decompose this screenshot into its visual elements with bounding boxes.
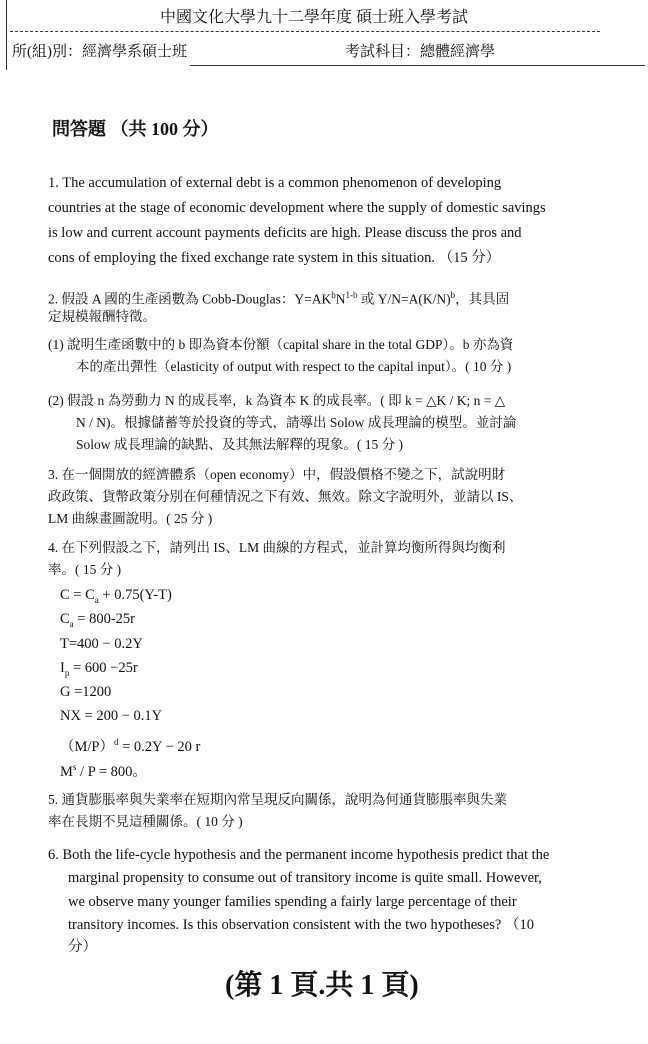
text-line: we observe many younger families spending a fairly large percentage of their — [68, 894, 517, 910]
text-line: 1. The accumulation of external debt is a common phenomenon of developing — [48, 175, 502, 191]
margin-line — [6, 0, 7, 70]
text-line: 率在長期不見這種關係。( 10 分 ) — [48, 814, 243, 829]
text-line: transitory incomes. Is this observation consistent with the two hypotheses? （10 — [68, 917, 534, 933]
subject: 考試科目：總體經濟學 — [345, 44, 496, 60]
text-line: 2. 假設 A 國的生產函數為 Cobb-Douglas：$Y=AK^bN^{1-b}$ 或 $Y/N=A(K/N)^b$，其具固 — [48, 290, 510, 307]
text-line: marginal propensity to consume out of transitory income is quite small. However, — [68, 870, 542, 886]
text-line: N / N)。根據儲蓄等於投資的等式，請導出 Solow 成長理論的模型。並討論 — [76, 415, 517, 430]
text-line: 3. 在一個開放的經濟體系（open economy）中，假設價格不變之下，試說明財 — [48, 467, 506, 482]
equation: $C = C_a + 0.75(Y-T)$ — [60, 587, 172, 605]
text-line: (2) 假設 n 為勞動力 N 的成長率，k 為資本 K 的成長率。( 即 k = △K / K; n = △ — [48, 393, 506, 408]
page-footer: (第 1 頁.共 1 頁) — [225, 970, 419, 1001]
equation: $(M/P)^d = 0.2Y - 20$ r — [60, 737, 201, 755]
exam-title: 中國文化大學九十二學年度 碩士班入學考試 — [160, 9, 469, 26]
text-line: 6. Both the life-cycle hypothesis and the permanent income hypothesis predict that the — [48, 847, 550, 863]
text-line: is low and current account payments deficits are high. Please discuss the pros and — [48, 225, 522, 241]
text-line: countries at the stage of economic development where the supply of domestic savings — [48, 200, 546, 216]
section-title: 問答題 （共 100 分） — [52, 119, 219, 139]
text-line: 分） — [68, 939, 97, 955]
equation: $C_a = 800-25r$ — [60, 611, 136, 629]
department: 所(組)別：經濟學系碩士班 — [12, 44, 187, 60]
text-line: 定規模報酬特徵。 — [48, 309, 156, 324]
text-line: 政政策、貨幣政策分別在何種情況之下有效、無效。除文字說明外，並請以 IS、 — [48, 489, 523, 504]
text-line: 5. 通貨膨脹率與失業率在短期內常呈現反向關係，說明為何通貨膨脹率與失業 — [48, 792, 507, 807]
equation: $M^s / P = 800$。 — [60, 762, 147, 780]
equation: NX = 200 − 0.1Y — [60, 708, 163, 724]
text-line: LM 曲線畫圖說明。( 25 分 ) — [48, 511, 213, 526]
divider — [190, 65, 645, 66]
text-line: 本的產出彈性（elasticity of output with respect to the capital input）。( 10 分 ) — [76, 359, 512, 374]
equation: G =1200 — [60, 684, 112, 700]
equation: T=400 − 0.2Y — [60, 636, 143, 652]
text-line: Solow 成長理論的缺點、及其無法解釋的現象。( 15 分 ) — [76, 437, 403, 452]
equation: $I_p = 600 -25r$ — [60, 660, 138, 678]
text-line: (1) 說明生產函數中的 b 即為資本份額（capital share in the total GDP）。b 亦為資 — [48, 337, 514, 352]
text-line: 率。( 15 分 ) — [48, 562, 122, 577]
text-line: 4. 在下列假設之下，請列出 IS、LM 曲線的方程式，並計算均衡所得與均衡利 — [48, 540, 506, 555]
divider — [10, 31, 600, 32]
text-line: cons of employing the fixed exchange rate system in this situation. （15 分） — [48, 250, 501, 266]
